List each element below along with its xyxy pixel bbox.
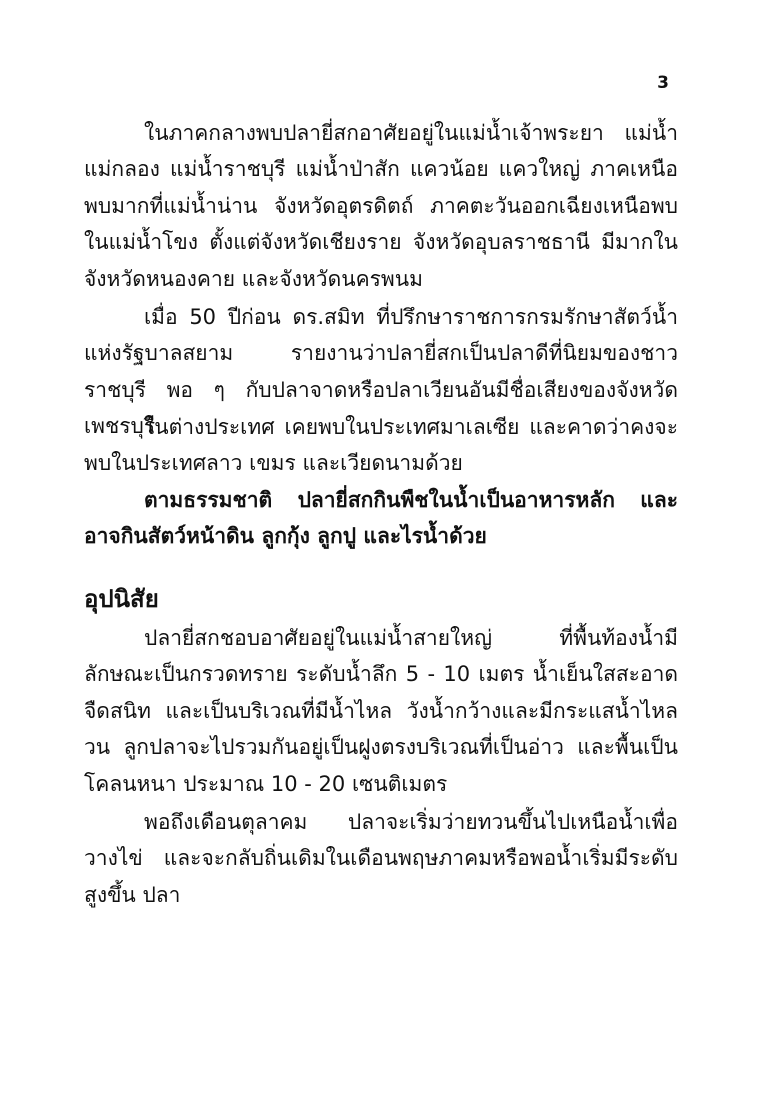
paragraph-central-region: ในภาคกลางพบปลายี่สกอาศัยอยู่ในแม่น้ำเจ้าพระยา แม่น้ำแม่กลอง แม่น้ำราชบุรี แม่น้ำป่าสัก แควน้อย แควใหญ่ ภาคเหนือพบมากที่แม่น้ำน่าน จังหวัดอุตรดิตถ์ ภาคตะวันออกเฉียงเหนือพบในแม่น้ำโขง ตั้งแต่จังหวัดเชียงราย จังหวัดอุบลราชธานี มีมากในจังหวัดหนองคาย และจังหวัดนครพนม xyxy=(84,121,678,291)
paragraph-foreign-distribution: ในต่างประเทศ เคยพบในประเทศมาเลเซีย และคาดว่าคงจะพบในประเทศลาว เขมร และเวียดนามด้วย xyxy=(84,415,678,476)
paragraph-habitat: ปลายี่สกชอบอาศัยอยู่ในแม่น้ำสายใหญ่ ที่พื้นท้องน้ำมีลักษณะเป็นกรวดทราย ระดับน้ำลึก 5 - 10 เมตร น้ำเย็นใสสะอาด จืดสนิท และเป็นบริเวณที่มีน้ำไหล วังน้ำกว้างและมีกระแสน้ำไหลวน ลูกปลาจะไปรวมกันอยู่เป็นฝูงตรงบริเวณที่เป็นอ่าว และพื้นเป็นโคลนหนา ประมาณ 10 - 20 เซนติเมตร xyxy=(84,626,678,796)
paragraph-spawning: พอถึงเดือนตุลาคม ปลาจะเริ่มว่ายทวนขึ้นไปเหนือน้ำเพื่อวางไข่ และจะกลับถิ่นเดิมในเดือนพฤษภาคมหรือพอน้ำเริ่มมีระดับสูงขึ้น ปลา xyxy=(84,810,678,907)
page-number: 3 xyxy=(657,73,669,93)
section-heading-habits: อุปนิสัย xyxy=(84,585,159,613)
paragraph-dr-smith-report: เมื่อ 50 ปีก่อน ดร.สมิท ที่ปรึกษาราชการกรมรักษาสัตว์น้ำแห่งรัฐบาลสยาม รายงานว่าปลายี่สกเป็นปลาดีที่นิยมของชาวราชบุรี พอ ๆ กับปลาจาดหรือปลาเวียนอันมีชื่อเสียงของจังหวัดเพชรบุรี xyxy=(84,305,678,439)
paragraph-natural-diet: ตามธรรมชาติ ปลายี่สกกินพืชในน้ำเป็นอาหารหลัก และอาจกินสัตว์หน้าดิน ลูกกุ้ง ลูกปู และไรน้ำด้วย xyxy=(84,488,678,549)
